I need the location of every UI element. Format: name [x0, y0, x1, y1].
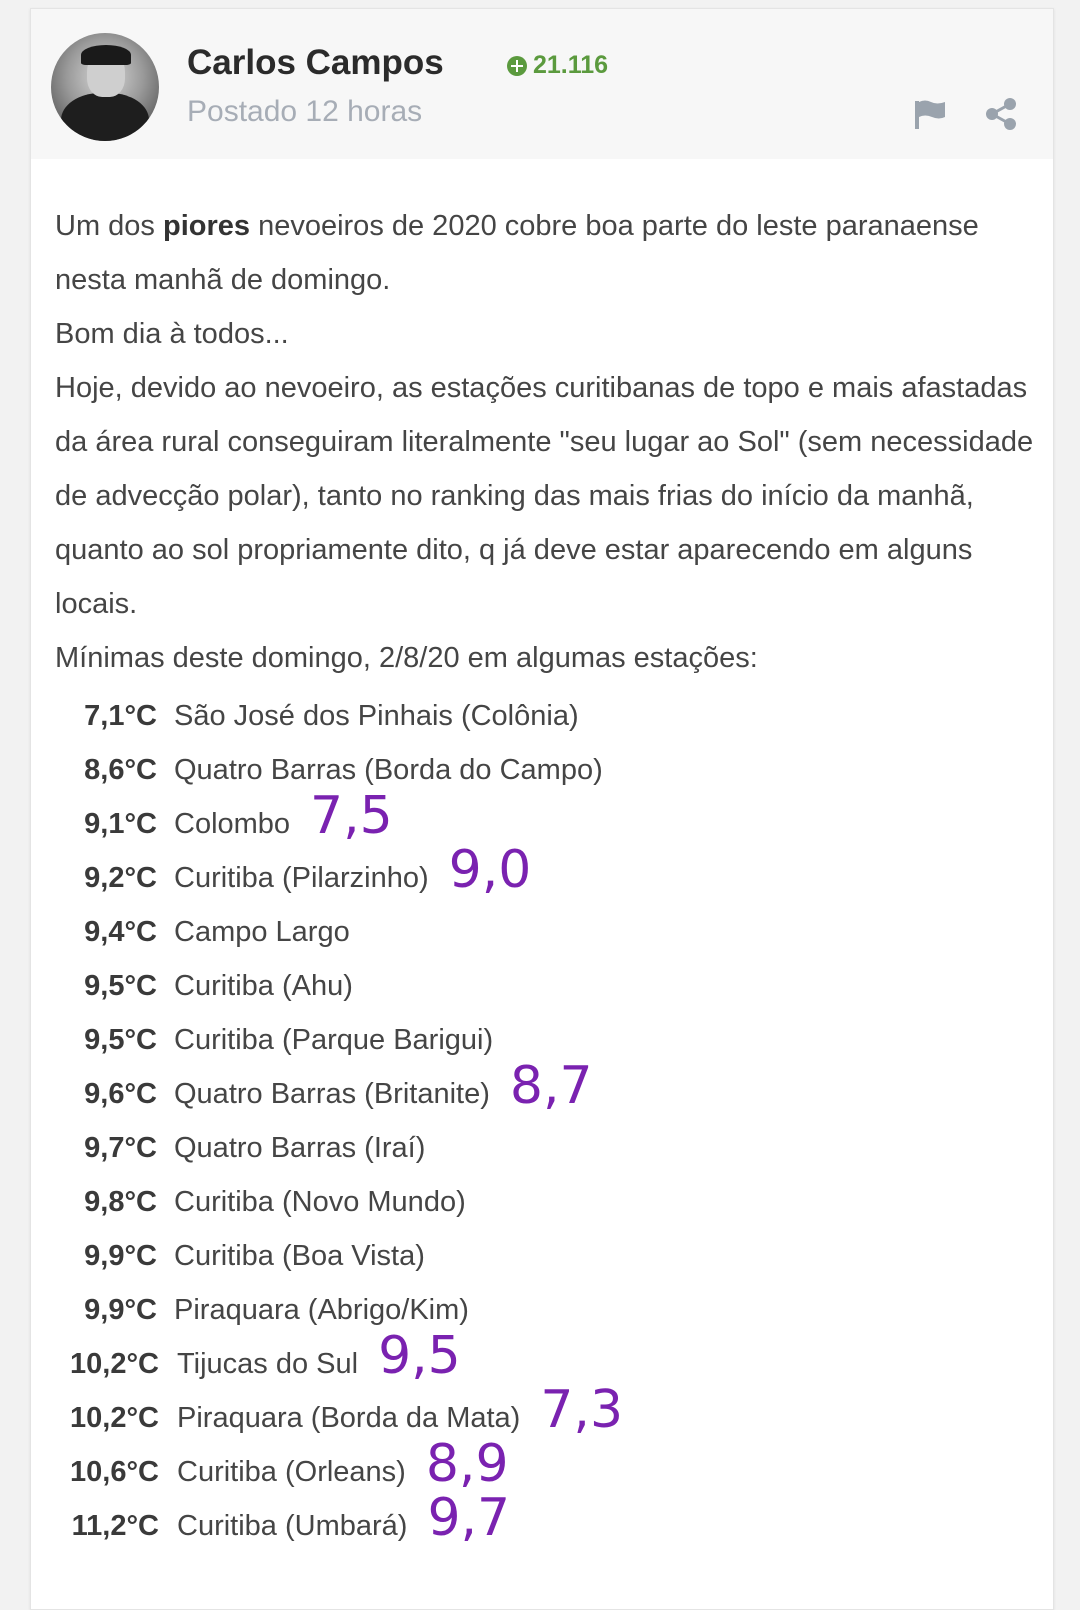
station-name: Curitiba (Umbará): [177, 1510, 408, 1542]
station-temp: 10,2°C: [70, 1348, 159, 1380]
station-row: [31, 689, 1053, 743]
station-row: [31, 1488, 1053, 1553]
reputation-badge: [507, 51, 608, 80]
station-name: Quatro Barras (Iraí): [174, 1132, 426, 1164]
bold-word: piores: [162, 210, 251, 242]
handwritten-annotation: 7,3: [540, 1380, 624, 1440]
station-temp: 9,5°C: [84, 1024, 157, 1056]
station-name: Colombo: [174, 808, 291, 840]
station-name: Curitiba (Orleans): [177, 1456, 406, 1488]
station-temp: 11,2°C: [71, 1510, 159, 1542]
post-timestamp[interactable]: Postado 12 horas: [187, 95, 423, 128]
flag-icon: [913, 97, 949, 131]
station-row: [31, 1056, 1053, 1121]
station-temp: 7,1°C: [84, 700, 157, 732]
station-row: [31, 1175, 1053, 1229]
station-row: [31, 959, 1053, 1013]
share-button[interactable]: [983, 97, 1019, 131]
plus-circle-icon: [507, 56, 527, 76]
station-temp: 9,7°C: [84, 1132, 157, 1164]
station-temp: 9,9°C: [84, 1240, 157, 1272]
handwritten-annotation: 9,0: [448, 840, 532, 900]
author-name[interactable]: Carlos Campos: [187, 43, 444, 82]
paragraph-intro: Um dos piores nevoeiros de 2020 cobre boa parte do leste paranaense nesta manhã de domingo.: [55, 210, 979, 296]
station-name: Campo Largo: [174, 916, 350, 948]
reputation-count: 21.116: [533, 51, 609, 79]
station-name: Quatro Barras (Borda do Campo): [174, 754, 603, 786]
post-content: [55, 199, 1035, 685]
station-row: [31, 1121, 1053, 1175]
station-temp: 9,1°C: [84, 808, 157, 840]
station-temp: 9,6°C: [84, 1078, 157, 1110]
report-button[interactable]: [913, 97, 949, 131]
station-name: Tijucas do Sul: [177, 1348, 359, 1380]
paragraph-list-intro: Mínimas deste domingo, 2/8/20 em algumas estações:: [55, 642, 758, 674]
avatar-body-shape: [61, 93, 149, 141]
handwritten-annotation: 8,9: [425, 1434, 509, 1494]
station-row: [31, 905, 1053, 959]
station-row: [31, 1283, 1053, 1337]
post-card: [30, 8, 1054, 1610]
station-temp: 9,2°C: [84, 862, 157, 894]
handwritten-annotation: 7,5: [310, 786, 393, 846]
station-row: [31, 1434, 1053, 1499]
share-icon: [983, 97, 1019, 131]
handwritten-annotation: 9,7: [427, 1488, 511, 1548]
station-row: [31, 743, 1053, 797]
handwritten-annotation: 9,5: [378, 1326, 461, 1386]
station-temp: 8,6°C: [84, 754, 157, 786]
station-temp: 9,4°C: [84, 916, 157, 948]
avatar-cap-shape: [81, 45, 131, 65]
station-temp: 9,5°C: [84, 970, 157, 1002]
paragraph-greeting: Bom dia à todos...: [55, 318, 289, 350]
station-name: Curitiba (Parque Barigui): [174, 1024, 494, 1056]
station-row: [31, 1229, 1053, 1283]
station-name: Piraquara (Borda da Mata): [177, 1402, 521, 1434]
station-row: [31, 786, 1053, 851]
handwritten-annotation: 8,7: [509, 1056, 593, 1116]
station-row: [31, 1380, 1053, 1445]
station-temp: 9,8°C: [84, 1186, 157, 1218]
station-temp: 10,2°C: [70, 1402, 159, 1434]
station-name: Curitiba (Boa Vista): [174, 1240, 425, 1272]
station-name: Curitiba (Novo Mundo): [174, 1186, 466, 1218]
station-row: [31, 840, 1053, 905]
station-name: Piraquara (Abrigo/Kim): [174, 1294, 469, 1326]
station-temp: 9,9°C: [84, 1294, 157, 1326]
avatar[interactable]: [51, 33, 159, 141]
paragraph-main: Hoje, devido ao nevoeiro, as estações curitibanas de topo e mais afastadas da área rural conseguiram literalmente "seu lugar ao Sol" (sem necessidade de advecção polar), tanto no ranking das mais frias do início da manhã, quanto ao sol propriamente dito, q já deve estar aparecendo em alguns locais.: [55, 372, 1034, 620]
station-name: Curitiba (Pilarzinho): [174, 862, 429, 894]
station-name: Quatro Barras (Britanite): [174, 1078, 490, 1110]
station-temp: 10,6°C: [70, 1456, 159, 1488]
station-name: Curitiba (Ahu): [174, 970, 353, 1002]
post-header: [31, 9, 1053, 159]
station-name: São José dos Pinhais (Colônia): [174, 700, 579, 732]
